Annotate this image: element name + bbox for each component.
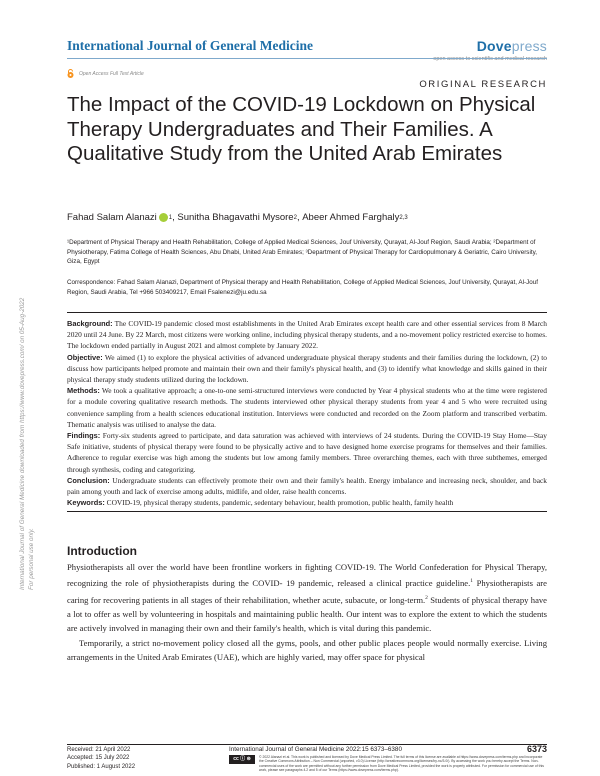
abstract-label: Methods:: [67, 386, 100, 396]
download-notice: International Journal of General Medicine downloaded from https://www.dovepress.com/ on 05-Aug-2022: [19, 297, 26, 590]
author-affiliation-mark: 2: [293, 214, 297, 221]
accepted-date: Accepted: 15 July 2022: [67, 755, 130, 762]
abstract-label: Findings:: [67, 431, 101, 441]
article-title: The Impact of the COVID-19 Lockdown on Physical Therapy Undergraduates and Their Families. A Qualitative Study from the United Arab Emirates: [67, 93, 536, 165]
download-watermark: [18, 150, 48, 590]
open-access-lock-icon: [67, 69, 74, 78]
abstract-label: Conclusion:: [67, 475, 110, 485]
license-block: [229, 755, 547, 773]
header-divider: [67, 58, 547, 59]
abstract-methods: [67, 385, 547, 430]
publisher-wordmark: [433, 38, 547, 54]
journal-title[interactable]: International Journal of General Medicine: [67, 38, 313, 53]
publisher-logo-main: Dove: [476, 38, 512, 54]
abstract-text: COVID-19, physical therapy students, pandemic, sedentary behaviour, health promotion, public health, family health: [106, 498, 454, 508]
body-paragraph: Physiotherapists all over the world have been frontline workers in fighting COVID-19. The World Confederation for Physical Therapy, recognizing the role of physiotherapists during the COVID- 19 pandemic, released a clinical practice guideline.$^1$ Physiotherapists are caring for recovering patients in all stages of their rehabilitation, whether acute, subacute, or long-term.$^2$ Students of physical therapy have a lot to offer as well by volunteering in hospitals and maintaining public health. Our intent was to explore the extent to which the students are actively involved in managing their own and their family's health, which is vital during this pandemic.: [67, 562, 547, 634]
author-affiliation-mark: 2,3: [399, 214, 408, 221]
publication-dates: [67, 746, 135, 771]
open-access-row: [67, 69, 144, 78]
published-date: Published: 1 August 2022: [67, 763, 136, 770]
author-name[interactable]: Sunitha Bhagavathi Mysore: [177, 212, 294, 223]
author-name[interactable]: Fahad Salam Alanazi: [67, 212, 157, 223]
author-list: Fahad Salam Alanazi 1 , Sunitha Bhagavathi Mysore 2 , Abeer Ahmed Farghaly 2,3: [67, 212, 408, 223]
reference-link[interactable]: 1: [470, 578, 473, 585]
page-number: 6373: [526, 744, 547, 754]
orcid-icon[interactable]: [159, 213, 168, 222]
author-name[interactable]: Abeer Ahmed Farghaly: [302, 212, 400, 223]
publisher-tagline: open access to scientific and medical research: [433, 56, 547, 62]
abstract-text: Forty-six students agreed to participate, and data saturation was achieved with interviews of 24 students. During the COVID-19 Stay Home—Stay Safe initiative, students of physical therapy were found to be physically active and to have designed home exercise programs for themselves and their families. Adherence to regular exercise was high among the students but low among family members. Three overarching themes, each with three subthemes, emerged through synthesis, coding and categorizing.: [67, 431, 547, 474]
abstract-label: Background:: [67, 319, 113, 328]
abstract-text: Undergraduate students can effectively promote their own and their family's health. Energy imbalance and increasing neck, shoulder, and back pain among youth and lack of exercise among adults, midlife, and older, raise health concerns.: [67, 475, 547, 497]
publisher-logo-suffix: press: [511, 38, 547, 54]
abstract-text: We took a qualitative approach; a one-to-one semi-structured interviews were conducted by Year 4 physical students who at the time were registered for a module covering qualitative research methods. The students interviewed other physical therapy students from year 4 and 5 who were recruited using convenience sampling from a health sciences educational institution. Interviews were conducted and recorded on the Zoom platform and transcribed verbatim. Thematic analysis was utilised to analyse the data.: [67, 386, 547, 429]
abstract-objective: [67, 352, 547, 386]
license-text: © 2022 Alanazi et al. This work is published and licensed by Dove Medical Press Limited. The full terms of this license are available at https://www.dovepress.com/terms.php and incorporate the Creative Commons Attribution – Non Commercial (unported, v3.0) License (http://creativecommons.org/licenses/by-nc/3.0/). By accessing the work you hereby accept the Terms. Non-commercial uses of the work are permitted without any further permission from Dove Medical Press Limited, provided the work is properly attributed. For permission for commercial use of this work, please see paragraphs 4.2 and 5 of our Terms (https://www.dovepress.com/terms.php).: [259, 755, 544, 773]
abstract-text: We aimed (1) to explore the physical activities of advanced undergraduate physical therapy students and their families during the lockdown, (2) to discuss how participants helped promote and maintain their own and their family's physical health, and (3) to identify what knowledge and skills gained in their physical therapy study students utilized during the lockdown.: [67, 352, 547, 385]
open-access-label: Open Access Full Text Article: [79, 70, 144, 77]
abstract-label: Keywords:: [67, 498, 105, 508]
affiliations: ¹Department of Physical Therapy and Health Rehabilitation, College of Applied Medical Sciences, Jouf University, Qurayat, Al-Jouf Region, Saudi Arabia; ²Department of Physiotherapy, Fatima College of Health Sciences, Abu Dhabi, United Arab Emirates; ³Department of Physical Therapy for Cardiopulmonary & Geriatric, Cairo University, Giza, Egypt: [67, 239, 538, 266]
introduction-body: [67, 560, 547, 665]
abstract-text: The COVID-19 pandemic closed most establishments in the United Arab Emirates except health care and other essential services from 8 March 2020 until 24 June. By 22 March, most citizens were working online, including physical therapy students, and a no-movement policy restricted exercise to homes. The lockdown ended partially in August 2021 and almost complete by January 2022.: [67, 319, 547, 351]
body-paragraph: Temporarily, a strict no-movement policy closed all the gyms, pools, and other public places people would normally exercise. Living arrangements in the United Arab Emirates (UAE), which are highly varied, may offer space for physical: [67, 637, 547, 663]
abstract-label: Objective:: [67, 352, 103, 362]
creative-commons-icon[interactable]: cc ⓘ ⊜: [229, 755, 255, 764]
section-heading-introduction: Introduction: [67, 544, 137, 558]
abstract-conclusion: [67, 475, 547, 497]
abstract-background: [67, 318, 547, 352]
correspondence: Correspondence: Fahad Salam Alanazi, Department of Physical therapy and Health Rehabilitation, College of Applied Medical Sciences, Jouf University, Qurayat, Al-Jouf Region, Saudi Arabia, Tel +966 503409217, Email Fsalenezi@ju.edu.sa: [67, 279, 539, 296]
abstract: [67, 312, 547, 512]
abstract-keywords: [67, 497, 547, 508]
reference-link[interactable]: 2: [425, 594, 428, 601]
personal-use-notice: For personal use only.: [28, 528, 35, 590]
author-affiliation-mark: 1: [168, 214, 173, 221]
abstract-findings: [67, 430, 547, 475]
received-date: Received: 21 April 2022: [67, 747, 131, 753]
journal-citation[interactable]: International Journal of General Medicine 2022:15 6373–6380: [229, 746, 402, 753]
article-type: ORIGINAL RESEARCH: [419, 79, 547, 90]
footer-divider: [67, 744, 547, 745]
